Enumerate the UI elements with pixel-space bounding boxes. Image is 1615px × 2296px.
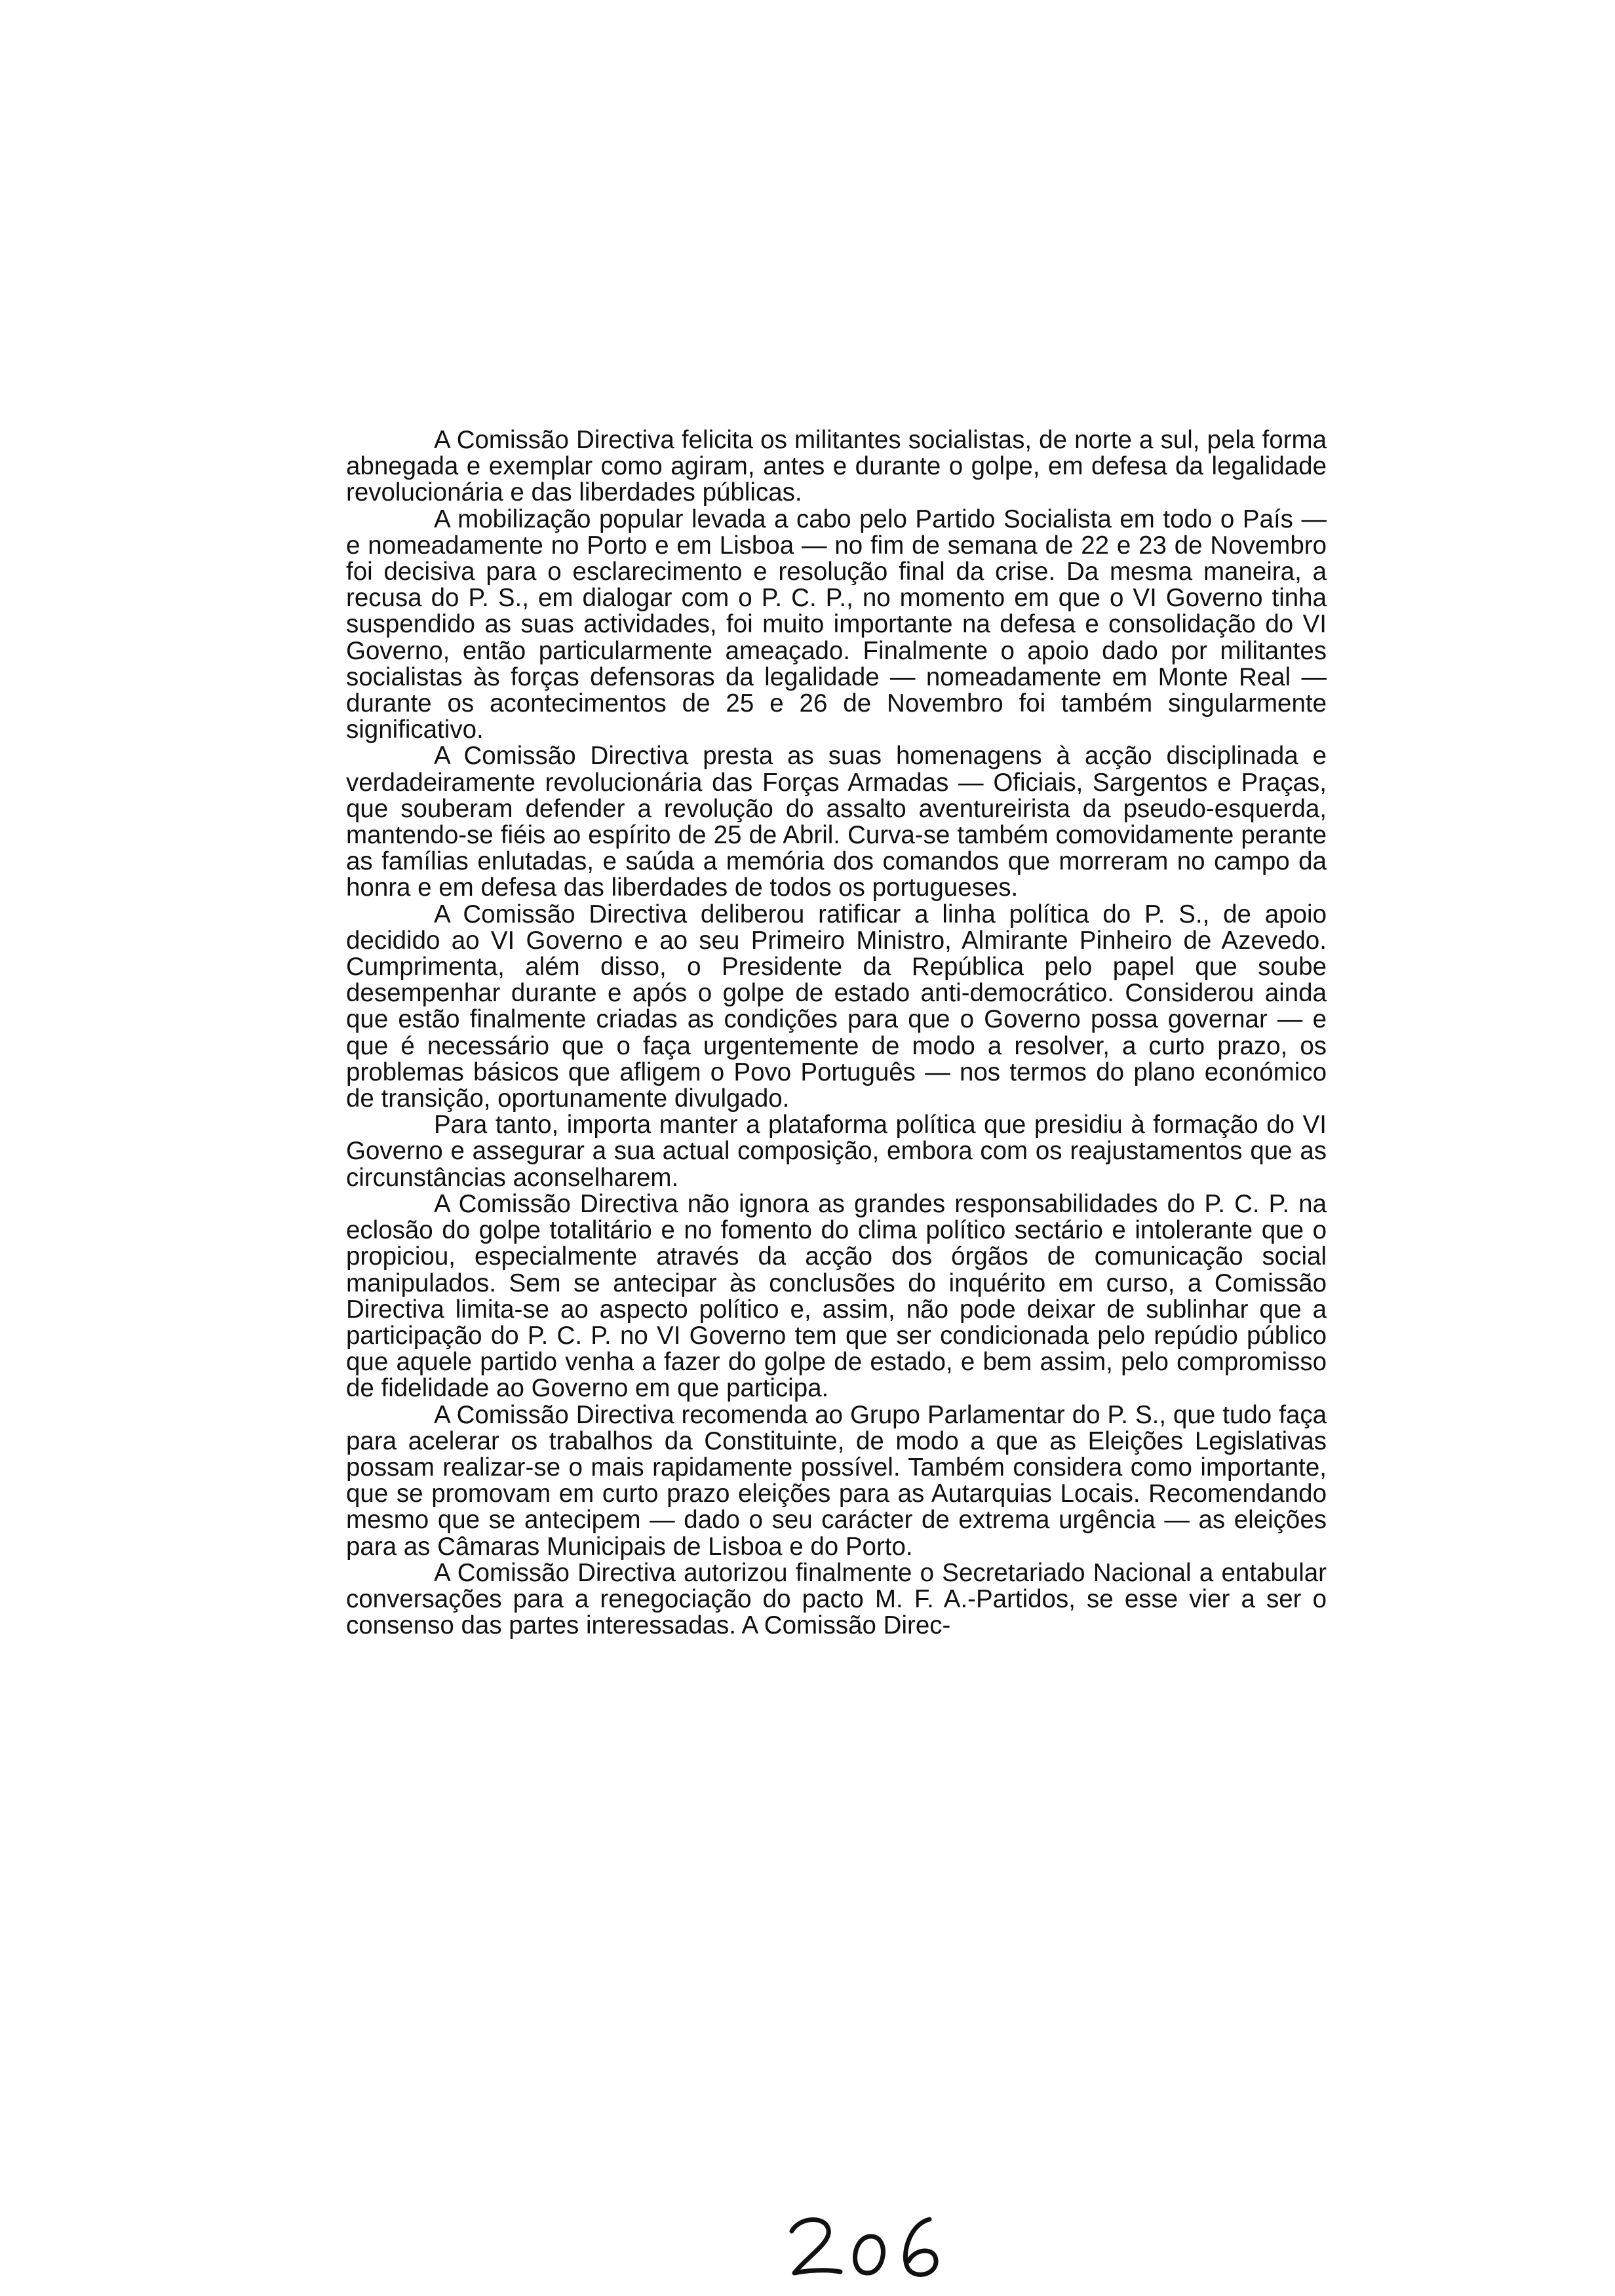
body-text <box>346 427 1327 1639</box>
paragraph-8: A Comissão Directiva autorizou finalmente o Secretariado Nacional a entabular conversações para a renegociação do pacto M. F. A.-Partidos, se esse vier a ser o consenso das partes interessadas. A Comissão Direc- <box>346 1558 1327 1640</box>
paragraph-7: A Comissão Directiva recomenda ao Grupo Parlamentar do P. S., que tudo faça para acelerar os trabalhos da Constituinte, de modo a que as Eleições Legislativas possam realizar-se o mais rapidamente possível. Também considera como importante, que se promovam em curto prazo eleições para as Autarquias Locais. Recomendando mesmo que se antecipem — dado o seu carácter de extrema urgência — as eleições para as Câmaras Municipais de Lisboa e do Porto. <box>346 1400 1327 1561</box>
paragraph-3: A Comissão Directiva presta as suas homenagens à acção disciplinada e verdadeiramente revolucionária das Forças Armadas — Oficiais, Sargentos e Praças, que souberam defender a revolução do assalto aventureirista da pseudo-esquerda, mantendo-se fiéis ao espírito de 25 de Abril. Curva-se também comovidamente perante as famílias enlutadas, e saúda a memória dos comandos que morreram no campo da honra e em defesa das liberdades de todos os portugueses. <box>346 742 1327 902</box>
paragraph-2: A mobilização popular levada a cabo pelo Partido Socialista em todo o País — e nomeadamente no Porto e em Lisboa — no fim de semana de 22 e 23 de Novembro foi decisiva para o esclarecimento e resolução final da crise. Da mesma maneira, a recusa do P. S., em dialogar com o P. C. P., no momento em que o VI Governo tinha suspendido as suas actividades, foi muito importante na defesa e consolidação do VI Governo, então particularmente ameaçado. Finalmente o apoio dado por militantes socialistas às forças defensoras da legalidade — nomeadamente em Monte Real — durante os acontecimentos de 25 e 26 de Novembro foi também singularmente significativo. <box>346 505 1327 744</box>
handwritten-page-number-drawing <box>780 2211 950 2284</box>
paragraph-4: A Comissão Directiva deliberou ratificar a linha política do P. S., de apoio decidido ao VI Governo e ao seu Primeiro Ministro, Almirante Pinheiro de Azevedo. Cumprimenta, além disso, o Presidente da República pelo papel que soube desempenhar durante e após o golpe de estado anti-democrático. Considerou ainda que estão finalmente criadas as condições para que o Governo possa governar — e que é necessário que o faça urgentemente de modo a resolver, a curto prazo, os problemas básicos que afligem o Povo Português — nos termos do plano económico de transição, oportunamente divulgado. <box>346 900 1327 1113</box>
handwritten-page-number <box>780 2211 950 2284</box>
paragraph-1: A Comissão Directiva felicita os militantes socialistas, de norte a sul, pela forma abnegada e exemplar como agiram, antes e durante o golpe, em defesa da legalidade revolucionária e das liberdades públicas. <box>346 426 1327 507</box>
paragraph-6: A Comissão Directiva não ignora as grandes responsabilidades do P. C. P. na eclosão do golpe totalitário e no fomento do clima político sectário e intolerante que o propiciou, especialmente através da acção dos órgãos de comunicação social manipulados. Sem se antecipar às conclusões do inquérito em curso, a Comissão Directiva limita-se ao aspecto político e, assim, não pode deixar de sublinhar que a participação do P. C. P. no VI Governo tem que ser condicionada pelo repúdio público que aquele partido venha a fazer do golpe de estado, e bem assim, pelo compromisso de fidelidade ao Governo em que participa. <box>346 1189 1327 1403</box>
paragraph-5: Para tanto, importa manter a plataforma política que presidiu à formação do VI Governo e assegurar a sua actual composição, embora com os reajustamentos que as circunstâncias aconselharem. <box>346 1111 1327 1192</box>
